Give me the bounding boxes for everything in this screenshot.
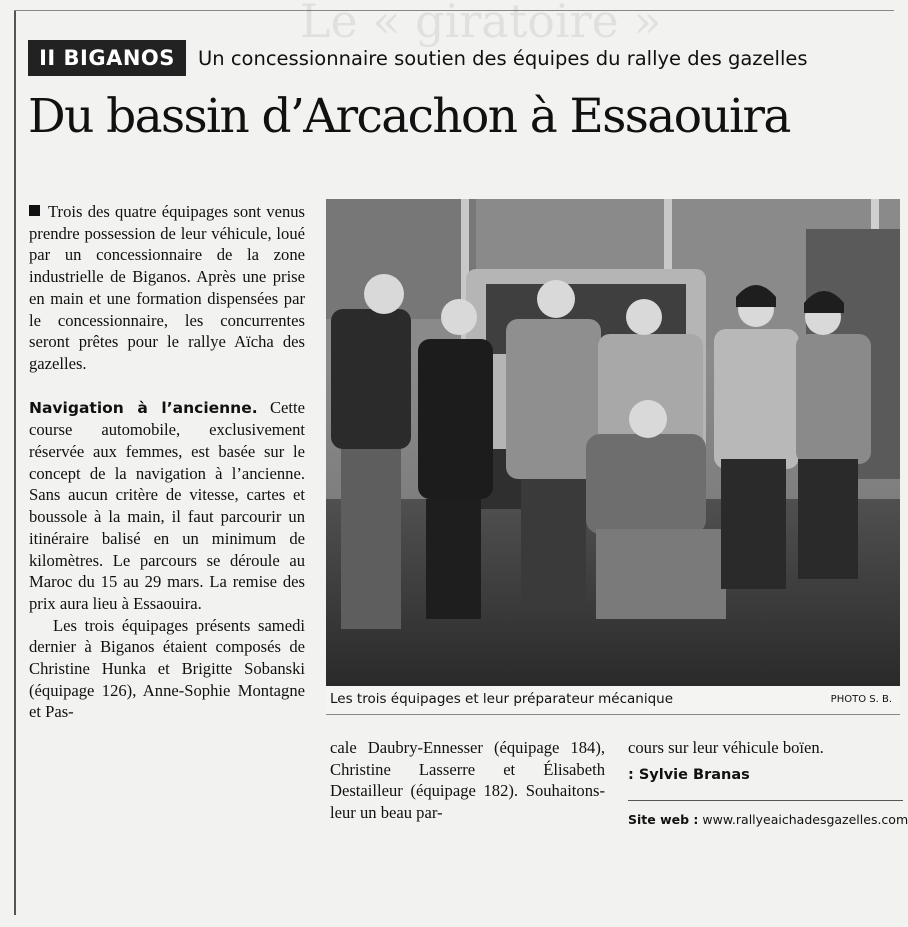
teams-paragraph <box>29 615 305 724</box>
group-photo-image <box>326 199 900 686</box>
author-byline: : Sylvie Branas <box>628 766 750 783</box>
article-column-right <box>628 737 908 831</box>
bullet-square-icon <box>29 205 40 216</box>
article-column-middle <box>330 737 605 824</box>
headline: Du bassin d’Arcachon à Essaouira <box>28 89 790 144</box>
photo-caption: Les trois équipages et leur préparateur mécanique <box>330 691 674 707</box>
photo-credit: PHOTO S. B. <box>830 694 892 705</box>
section-heading: Navigation à l’ancienne. <box>29 398 258 417</box>
page-top-rule <box>14 10 894 11</box>
website-line <box>628 809 908 831</box>
photo-caption-bar <box>326 686 900 715</box>
bleed-through-text: Le « giratoire » <box>300 0 662 48</box>
navigation-text: Cette course automobile, exclusivement réservée aux femmes, est basée sur le concept de la navigation à l’ancienne. Sans aucun critère de vitesse, cartes et boussole à la main, il faut parcourir un itinéraire balisé en un minimum de kilomètres. Le parcours se déroule au Maroc du 15 au 29 mars. La remise des prix aura lieu à Essaouira. <box>29 397 305 613</box>
kicker-subtitle: Un concessionnaire soutien des équipes du rallye des gazelles <box>198 47 808 70</box>
lead-paragraph <box>29 201 305 375</box>
website-link[interactable]: www.rallyeaichadesgazelles.com <box>702 812 908 828</box>
kicker-badge: II BIGANOS <box>28 40 186 76</box>
teams-text-part3: cours sur leur véhicule boïen. <box>628 738 824 757</box>
divider <box>628 800 903 801</box>
page-edge-rule <box>14 10 16 915</box>
teams-text-part2: cale Daubry-Ennesser (équipage 184), Christine Lasserre et Élisabeth Destailleur (équipage 182). Souhaitons-leur un beau par- <box>330 738 605 823</box>
navigation-paragraph <box>29 397 305 615</box>
website-label: Site web : <box>628 812 699 828</box>
teams-text-part1: Les trois équipages présents samedi dernier à Biganos étaient composés de Christine Hunka et Brigitte Sobanski (équipage 126), Anne-Sophie Montagne et Pas- <box>29 615 305 722</box>
lead-text: Trois des quatre équipages sont venus prendre possession de leur véhicule, loué par un concessionnaire de la zone industrielle de Biganos. Après une prise en main et une formation dispensées par le concessionnaire, les concurrentes seront prêtes pour le rallye Aïcha des gazelles. <box>29 202 305 373</box>
photo <box>326 199 900 686</box>
article-column-left <box>29 201 305 723</box>
